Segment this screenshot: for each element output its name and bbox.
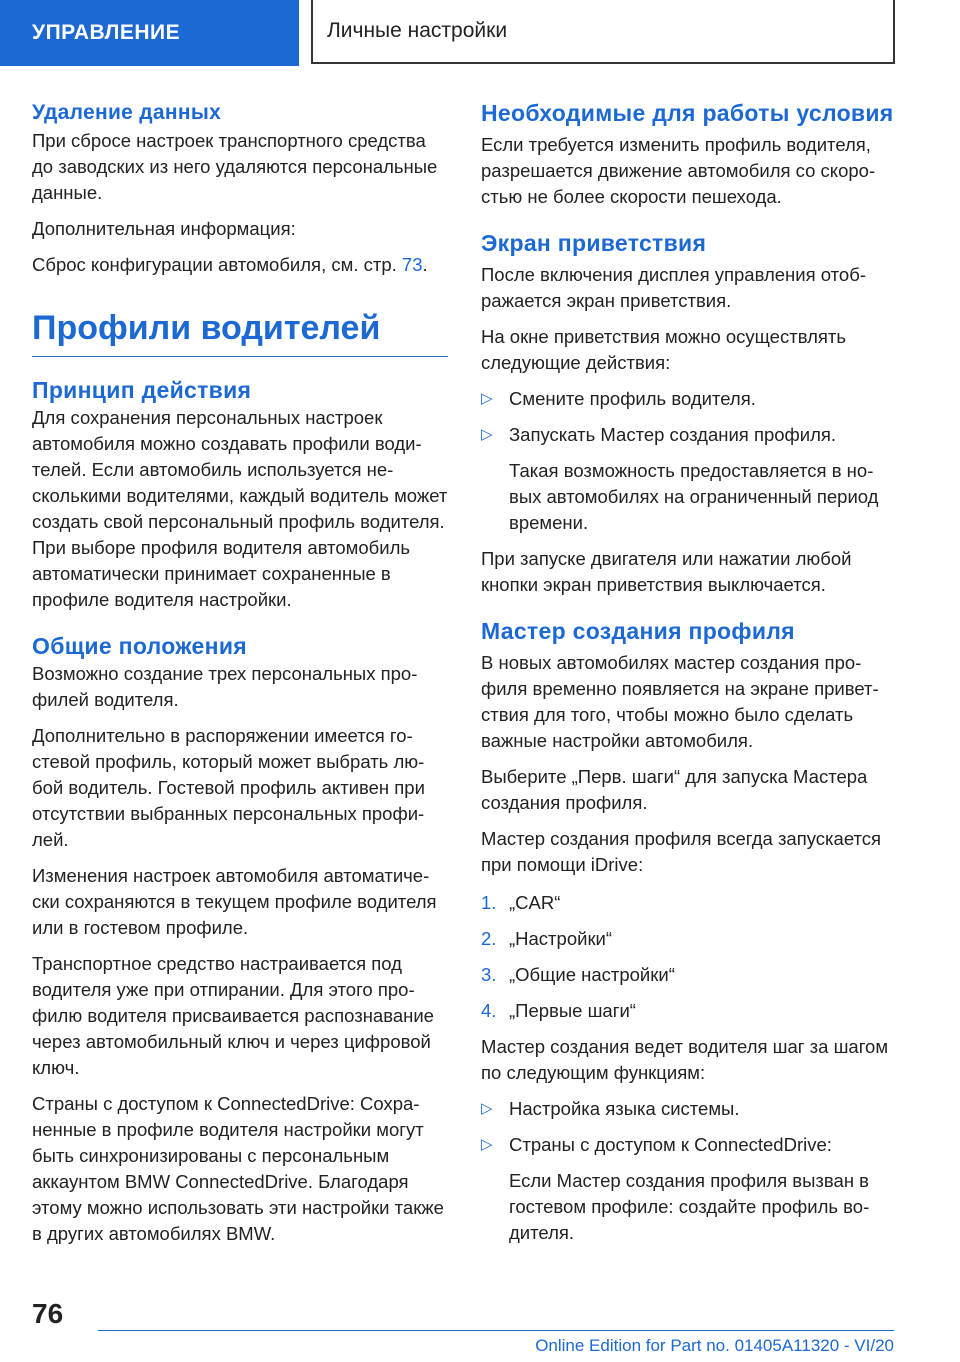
paragraph: Выберите „Перв. шаги“ для запуска Мастера создания профиля. — [481, 766, 868, 813]
paragraph-note: Если Мастер создания профиля вызван в гостевом профиле: создайте профиль водителя. — [509, 1170, 870, 1243]
paragraph: Возможно создание трех персональных профилей водителя. — [32, 663, 418, 710]
triangle-bullet-icon: ▷ — [481, 1136, 493, 1153]
edition-note: Online Edition for Part no. 01405A11320 - VI/20 — [535, 1336, 894, 1355]
paragraph: Мастер создания профиля всегда запускается при помощи iDrive: — [481, 828, 882, 875]
page-number: 76 — [32, 1298, 64, 1329]
step-text: „Настройки“ — [509, 928, 613, 949]
step-text: „Общие настройки“ — [509, 964, 675, 985]
step-number: 1. — [481, 892, 497, 913]
triangle-bullet-icon: ▷ — [481, 426, 493, 443]
list-item — [481, 422, 897, 448]
step-text: „CAR“ — [509, 892, 561, 913]
paragraph: Если требуется изменить профиль водителя, разрешается движение автомобиля со скоростью не более скорости пешехода. — [481, 134, 876, 207]
list-item-text: Смените профиль водителя. — [509, 388, 756, 409]
paragraph: При запуске двигателя или нажатии любой кнопки экран приветствия выключается. — [481, 548, 852, 595]
paragraph: В новых автомобилях мастер создания профиля временно появляется на экране приветствия для того, чтобы можно было сделать важные настройки автомобиля. — [481, 652, 879, 751]
step-item — [481, 962, 897, 988]
heading-driver-profiles: Профили водителей — [32, 306, 448, 357]
list-item-text: Страны с доступом к ConnectedDrive: — [509, 1134, 832, 1155]
paragraph: На окне приветствия можно осуществлять следующие действия: — [481, 326, 847, 373]
paragraph: Изменения настроек автомобиля автоматически сохраняются в текущем профиле водителя или в гостевом профиле. — [32, 865, 437, 938]
paragraph: Мастер создания ведет водителя шаг за шагом по следующим функциям: — [481, 1036, 889, 1083]
step-item — [481, 890, 897, 916]
heading-welcome-screen: Экран приветствия — [481, 230, 707, 256]
section-tab: УПРАВЛЕНИЕ — [0, 0, 299, 66]
step-text: „Первые шаги“ — [509, 1000, 636, 1021]
left-column — [32, 98, 448, 1257]
paragraph: Дополнительная информация: — [32, 218, 296, 239]
heading-data-deletion: Удаление данных — [32, 101, 222, 124]
list-item-text: Настройка языка системы. — [509, 1098, 740, 1119]
punctuation: . — [422, 254, 428, 275]
reference-text: Сброс конфигурации автомобиля, см. стр. — [32, 254, 397, 275]
right-column — [481, 98, 897, 1256]
list-item-text: Запускать Мастер создания профиля. — [509, 424, 837, 445]
paragraph-note: Такая возможность предоставляется в новых автомобилях на ограниченный период времени. — [509, 460, 879, 533]
heading-profile-wizard: Мастер создания профиля — [481, 618, 795, 644]
triangle-bullet-icon: ▷ — [481, 1100, 493, 1117]
paragraph: Дополнительно в распоряжении имеется гостевой профиль, который может выбрать любой водитель. Гостевой профиль активен при отсутствии выбранных персональных профилей. — [32, 725, 425, 850]
step-number: 3. — [481, 964, 497, 985]
paragraph: После включения дисплея управления отображается экран приветствия. — [481, 264, 866, 311]
step-item — [481, 998, 897, 1024]
paragraph: Транспортное средство настраивается под водителя уже при отпирании. Для этого профилю водителя присваивается распознавание через автомобильный ключ и через цифровой ключ. — [32, 953, 434, 1078]
paragraph-reset-reference — [32, 252, 448, 278]
heading-general: Общие положения — [32, 633, 247, 659]
heading-conditions: Необходимые для работы условия — [481, 100, 894, 126]
step-number: 2. — [481, 928, 497, 949]
paragraph: При сбросе настроек транспортного средства до заводских из него удаляются персональные данные. — [32, 130, 438, 203]
page-link[interactable]: 73 — [401, 254, 423, 275]
paragraph: Страны с доступом к ConnectedDrive: Сохраненные в профиле водителя настройки могут быть синхронизированы с персональным аккаунтом BMW ConnectedDrive. Благодаря этому можно использовать эти настройки также в других автомобилях BMW. — [32, 1093, 444, 1244]
chapter-title: Личные настройки — [311, 0, 895, 64]
footer-divider — [98, 1330, 894, 1331]
paragraph: Для сохранения персональных настроек автомобиля можно создавать профили водителей. Если автомобиль используется несколькими водителями, каждый водитель может создать свой персональный профиль водителя. При выборе профиля водителя автомобиль автоматически принимает сохраненные в профиле водителя настройки. — [32, 407, 448, 610]
triangle-bullet-icon: ▷ — [481, 390, 493, 407]
step-number: 4. — [481, 1000, 497, 1021]
list-item — [481, 386, 897, 412]
step-item — [481, 926, 897, 952]
page-header — [0, 0, 960, 66]
list-item — [481, 1132, 897, 1158]
list-item — [481, 1096, 897, 1122]
heading-principle: Принцип действия — [32, 377, 252, 403]
